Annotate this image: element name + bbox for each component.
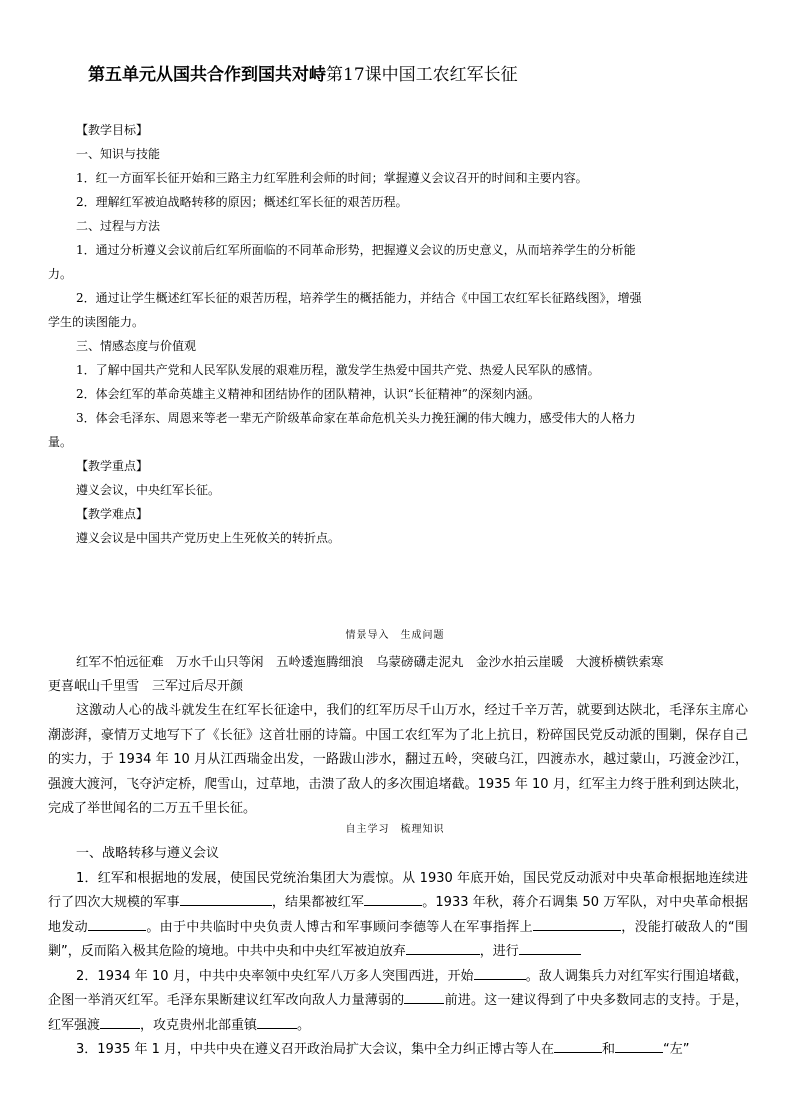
difficulty-header: 【教学难点】 [76,507,149,521]
process-item-2-cont: 学生的读图能力。 [48,315,145,329]
blank-5[interactable] [406,940,480,955]
process-title: 二、过程与方法 [76,219,161,233]
poem-line-2: 更喜岷山千里雪 三军过后尽开颜 [48,678,244,694]
objectives-header: 【教学目标】 [76,123,149,137]
knowledge-title: 一、知识与技能 [76,147,161,161]
emotion-item-1: 1．了解中国共产党和人民军队发展的艰难历程，激发学生热爱中国共产党、热爱人民军队的感情。 [76,363,600,377]
blank-2[interactable] [364,891,422,906]
poem-line-1: 红军不怕远征难 万水千山只等闲 五岭逶迤腾细浪 乌蒙磅礴走泥丸 金沙水拍云崖暖 大渡桥横铁索寒 [76,654,664,669]
blank-10[interactable] [257,1014,297,1029]
blank-11[interactable] [554,1038,602,1053]
blank-12[interactable] [615,1038,663,1053]
process-item-2: 2．通过让学生概述红军长征的艰苦历程，培养学生的概括能力，并结合《中国工农红军长征路线图》，增强 [76,291,642,305]
page-title [88,60,768,85]
unit-title: 第五单元从国共合作到国共对峙 [88,65,326,85]
emotion-item-2: 2．体会红军的革命英雄主义精神和团结协作的团队精神，认识“长征精神”的深刻内涵。 [76,387,540,401]
emotion-item-3: 3．体会毛泽东、周恩来等老一辈无产阶级革命家在革命危机关头力挽狂澜的伟大魄力，感受伟大的人格力 [76,411,636,425]
intro-heading: 情景导入 生成问题 [345,630,445,641]
section1-title: 一、战略转移与遵义会议 [76,846,220,861]
blank-1[interactable] [180,891,272,906]
lesson-title: 第17课中国工农红军长征 [326,65,518,85]
emotion-item-3-cont: 量。 [48,435,73,449]
key-points-text: 遵义会议，中央红军长征。 [76,483,221,497]
key-points-header: 【教学重点】 [76,459,149,473]
blank-7[interactable] [474,965,526,980]
blank-6[interactable] [519,940,581,955]
process-item-1: 1．通过分析遵义会议前后红军所面临的不同革命形势，把握遵义会议的历史意义，从而培养学生的分析能 [76,243,636,257]
blank-9[interactable] [100,1014,140,1029]
question-3: 3．1935 年 1 月，中共中央在遵义召开政治局扩大会议，集中全力纠正博古等人在 和 “左” [48,1038,748,1063]
intro-paragraph: 这激动人心的战斗就发生在红军长征途中，我们的红军历尽千山万水，经过千辛万苦，就要到达陕北，毛泽东主席心潮澎湃，豪情万丈地写下了《长征》这首壮丽的诗篇。中国工农红军为了北上抗日，粉碎国民党反动派的围剿，保存自己的实力，于 1934 年 10 月从江西瑞金出发，一路跋山涉水，翻过五岭，突破乌江，四渡赤水，越过蒙山，巧渡金沙江，强渡大渡河，飞夺泸定桥，爬雪山，过草地，击溃了敌人的多次围追堵截。1935 年 10 月，红军主力终于胜利到达陕北，完成了举世闻名的二万五千里长征。 [48,703,748,816]
knowledge-item-1: 1．红一方面军长征开始和三路主力红军胜利会师的时间；掌握遵义会议召开的时间和主要内容。 [76,171,588,185]
knowledge-item-2: 2．理解红军被迫战略转移的原因；概述红军长征的艰苦历程。 [76,195,408,209]
difficulty-text: 遵义会议是中国共产党历史上生死攸关的转折点。 [76,531,341,545]
study-section [48,842,748,1063]
teaching-objectives [48,118,748,550]
intro-section [48,650,748,822]
study-heading: 自主学习 梳理知识 [345,824,445,835]
question-1: 1．红军和根据地的发展，使国民党统治集团大为震惊。从 1930 年底开始，国民党反动派对中央革命根据地连续进行了四次大规模的军事 ，结果都被红军 。1933 年秋，蒋介石调集 50 万军队，对中央革命根据地发动 。由于中共临时中央负责人博古和军事顾问李德等人在军事指挥上 ，没能打破敌人的“围剿”，反而陷入极其危险的境地。中共中央和中央红军被迫放弃 ，进行 [48,870,748,959]
blank-3[interactable] [88,916,146,931]
blank-8[interactable] [404,989,444,1004]
process-item-1-cont: 力。 [48,267,73,281]
emotion-title: 三、情感态度与价值观 [76,339,197,353]
blank-4[interactable] [533,916,621,931]
question-2: 2．1934 年 10 月，中共中央率领中央红军八万多人突围西进，开始 。敌人调集兵力对红军实行围追堵截，企图一举消灭红军。毛泽东果断建议红军改向敌人力量薄弱的 前进。这一建议得到了中央多数同志的支持。于是，红军强渡 ，攻克贵州北部重镇 。 [48,965,748,1039]
